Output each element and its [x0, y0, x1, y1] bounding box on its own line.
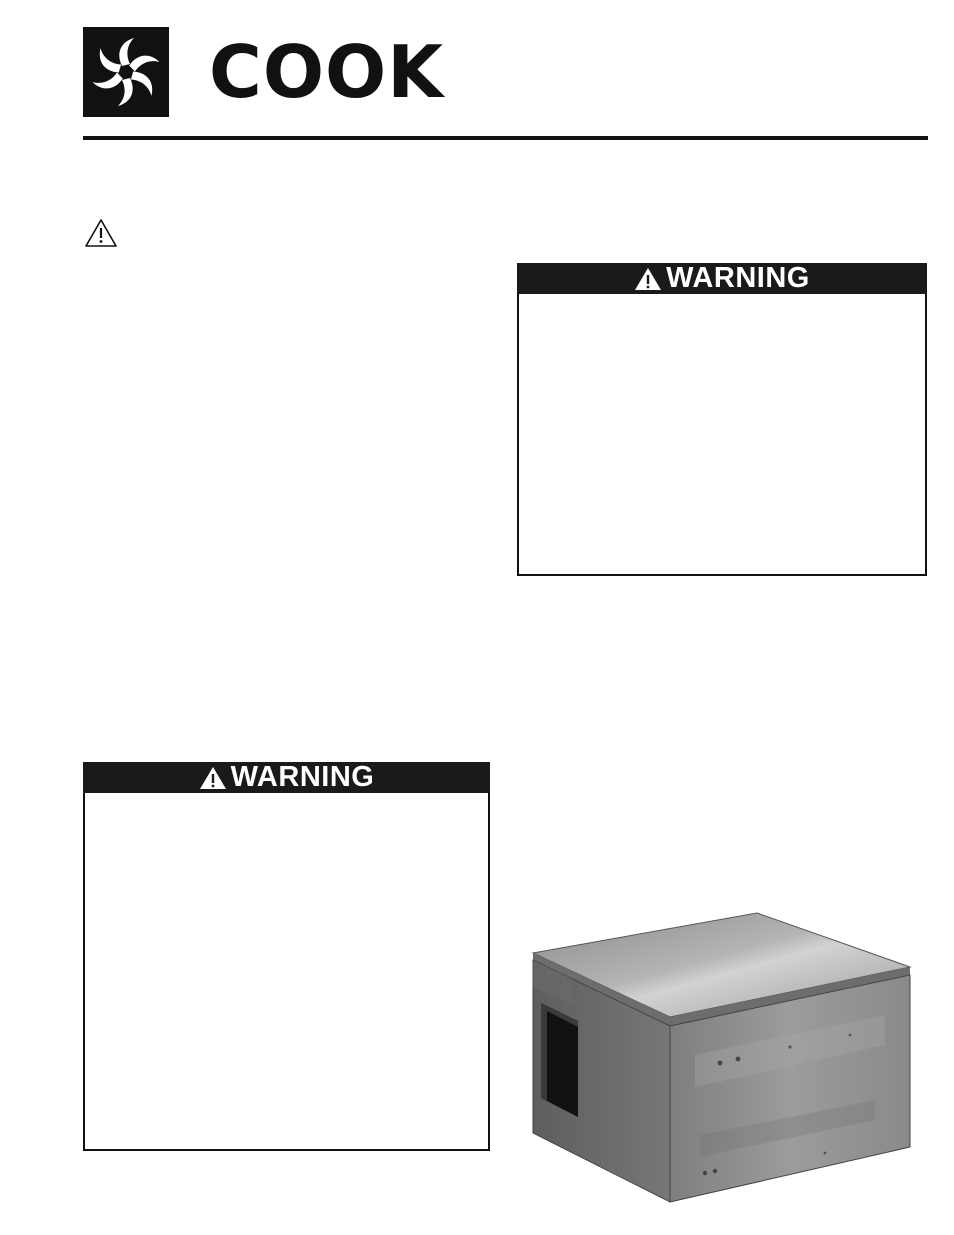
- warning-box-left: [83, 762, 490, 1151]
- warning-triangle-icon: [199, 766, 227, 790]
- product-photo: [525, 905, 925, 1205]
- brand-logo: [83, 27, 169, 117]
- header-rule: [83, 136, 928, 140]
- warning-triangle-icon: [634, 267, 662, 291]
- warning-header-bar: [517, 263, 927, 294]
- warning-label: WARNING: [230, 761, 375, 793]
- brand-name: COOK: [209, 30, 445, 114]
- caution-triangle-icon: [84, 218, 118, 248]
- warning-header-bar: [83, 762, 490, 793]
- warning-label: WARNING: [666, 262, 810, 294]
- warning-box-right: [517, 263, 927, 576]
- fan-blades-icon: [83, 27, 169, 117]
